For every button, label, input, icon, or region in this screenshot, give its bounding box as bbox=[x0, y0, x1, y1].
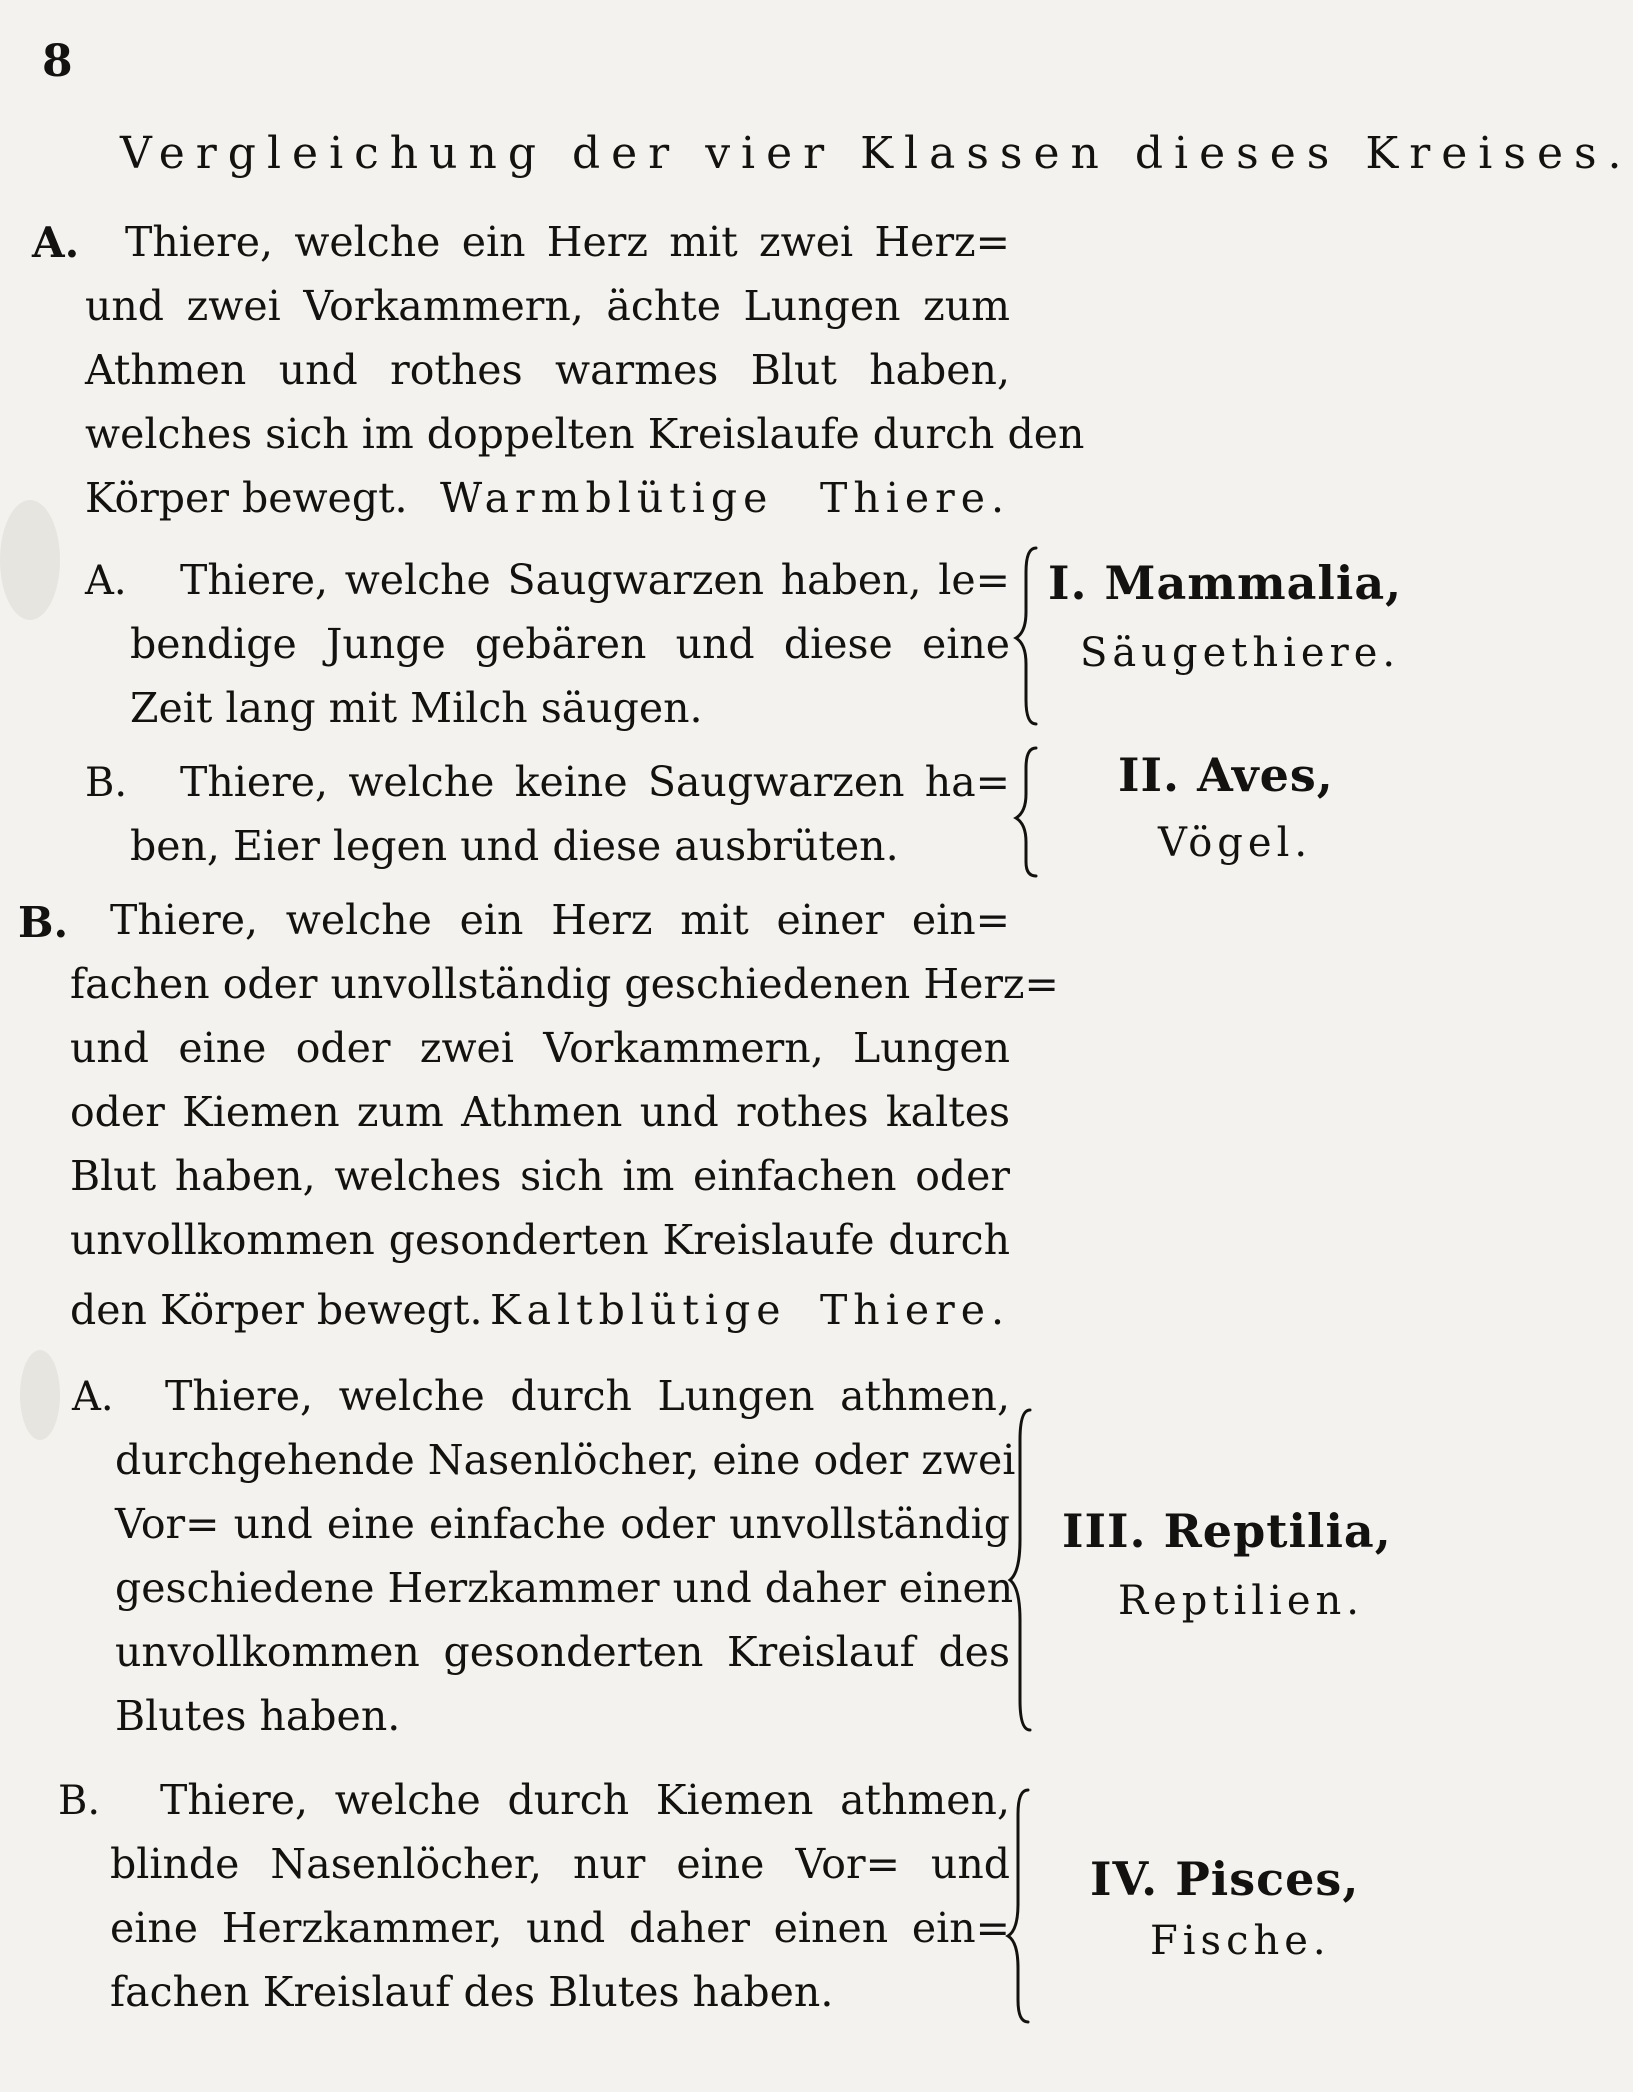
text-line: und eine oder zwei Vorkammern, Lungen bbox=[70, 1024, 1010, 1072]
text-line: oder Kiemen zum Athmen und rothes kaltes bbox=[70, 1088, 1010, 1136]
text-line: ben, Eier legen und diese ausbrüten. bbox=[130, 822, 899, 870]
text-line: und zwei Vorkammern, ächte Lungen zum bbox=[85, 282, 1010, 330]
text-line: Thiere, welche Saugwarzen haben, le= bbox=[180, 556, 1010, 604]
text-line: Vor= und eine einfache oder unvollständig bbox=[115, 1500, 1010, 1548]
subsection-marker: B. bbox=[58, 1778, 101, 1824]
text-line: Thiere, welche durch Kiemen athmen, bbox=[160, 1776, 1010, 1824]
text-line: welches sich im doppelten Kreislaufe durch den bbox=[85, 410, 1085, 458]
text-line: durchgehende Nasenlöcher, eine oder zwei bbox=[115, 1436, 1016, 1484]
brace-pisces bbox=[1008, 1790, 1028, 2022]
class-name-aves: II. Aves, bbox=[1118, 748, 1334, 802]
text-line: Thiere, welche keine Saugwarzen ha= bbox=[180, 758, 1010, 806]
class-name-reptilia: III. Reptilia, bbox=[1062, 1504, 1392, 1558]
text-line: Thiere, welche ein Herz mit einer ein= bbox=[110, 896, 1010, 944]
text-line: Thiere, welche durch Lungen athmen, bbox=[165, 1372, 1010, 1420]
class-name-pisces: IV. Pisces, bbox=[1090, 1852, 1360, 1906]
class-german-fische: Fische. bbox=[1150, 1918, 1331, 1964]
subsection-marker: A. bbox=[85, 558, 127, 604]
page-heading: Vergleichung der vier Klassen dieses Kreises. bbox=[120, 128, 1633, 179]
brace-mammalia bbox=[1016, 548, 1036, 724]
class-german-voegel: Vögel. bbox=[1158, 820, 1313, 866]
subsection-marker: B. bbox=[85, 760, 128, 806]
text-line: blinde Nasenlöcher, nur eine Vor= und bbox=[110, 1840, 1010, 1888]
class-german-reptilien: Reptilien. bbox=[1118, 1578, 1364, 1624]
class-name-mammalia: I. Mammalia, bbox=[1048, 556, 1403, 610]
text-line: unvollkommen gesonderten Kreislaufe durch bbox=[70, 1216, 1010, 1264]
text-line: Thiere, welche ein Herz mit zwei Herz= bbox=[125, 218, 1010, 266]
text-line: fachen Kreislauf des Blutes haben. bbox=[110, 1968, 834, 2016]
text-line: eine Herzkammer, und daher einen ein= bbox=[110, 1904, 1010, 1952]
text-line: Blutes haben. bbox=[115, 1692, 401, 1740]
section-a-marker: A. bbox=[32, 218, 80, 267]
term-cold-blooded: Kaltblütige Thiere. bbox=[490, 1286, 1010, 1334]
text-line: den Körper bewegt. bbox=[70, 1286, 483, 1334]
text-line: Zeit lang mit Milch säugen. bbox=[130, 684, 703, 732]
section-b-marker: B. bbox=[18, 898, 69, 947]
brace-reptilia bbox=[1010, 1410, 1030, 1730]
class-german-saeugethiere: Säugethiere. bbox=[1080, 630, 1401, 676]
text-line: geschiedene Herzkammer und daher einen bbox=[115, 1564, 1014, 1612]
text-line: Athmen und rothes warmes Blut haben, bbox=[85, 346, 1010, 394]
brace-aves bbox=[1016, 748, 1036, 876]
text-line: Blut haben, welches sich im einfachen oder bbox=[70, 1152, 1010, 1200]
term-warm-blooded: Warmblütige Thiere. bbox=[440, 474, 1010, 522]
text-line: fachen oder unvollständig geschiedenen Herz= bbox=[70, 960, 1059, 1008]
page-number: 8 bbox=[42, 36, 73, 87]
text-line: Körper bewegt. bbox=[85, 474, 408, 522]
text-line: bendige Junge gebären und diese eine bbox=[130, 620, 1010, 668]
subsection-marker: A. bbox=[72, 1374, 114, 1420]
text-line: unvollkommen gesonderten Kreislauf des bbox=[115, 1628, 1010, 1676]
